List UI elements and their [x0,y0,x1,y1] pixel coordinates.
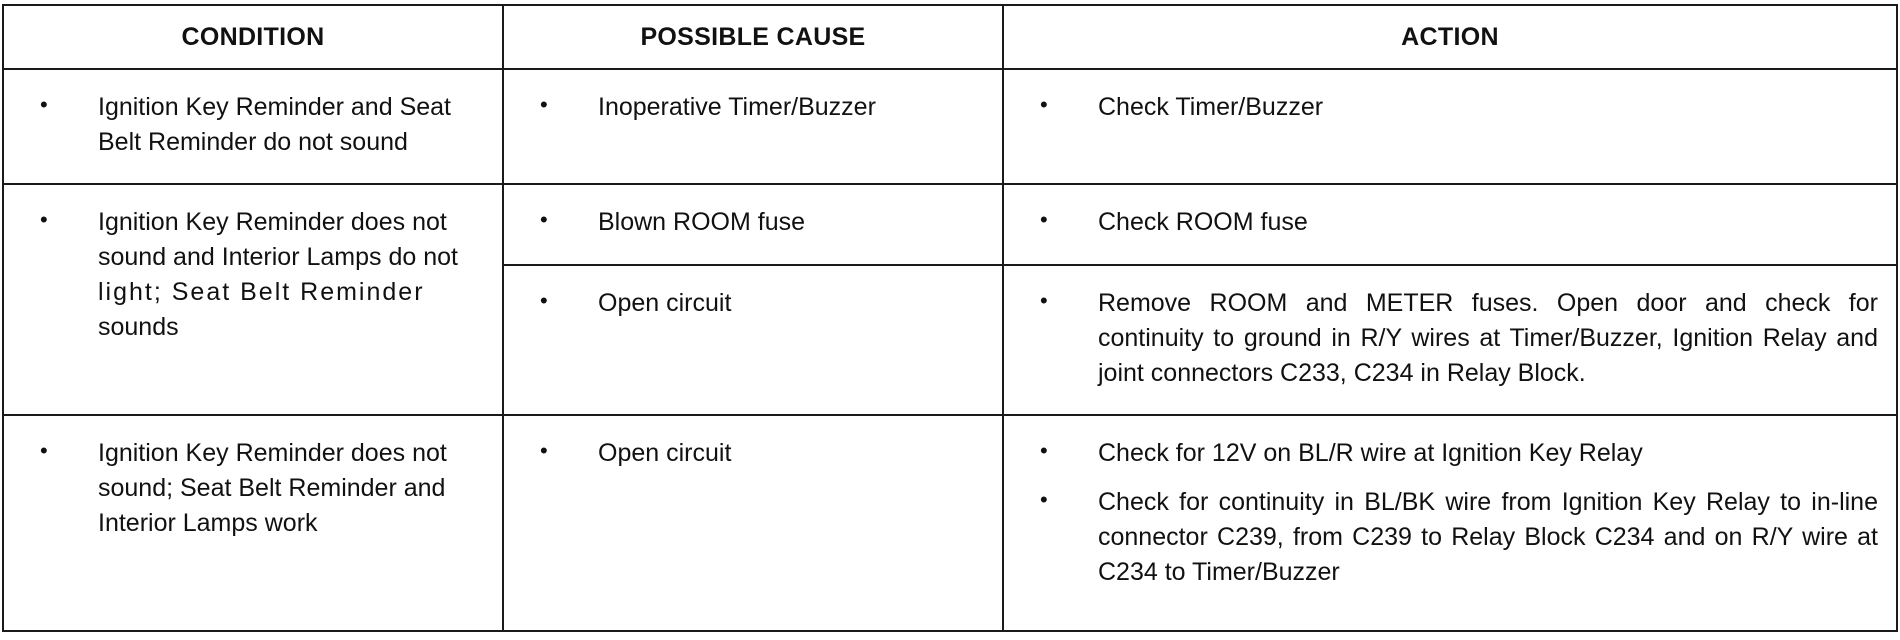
bullet-icon: • [40,92,48,117]
list-item [1040,485,1878,590]
list-item [540,436,984,471]
condition-text: Ignition Key Reminder does not sound; Seat Belt Reminder and Interior Lamps work [98,439,447,537]
table-row [3,415,1897,631]
action-cell [1003,415,1897,631]
condition-text: Ignition Key Reminder and Seat Belt Reminder do not sound [98,93,451,156]
list-item [1040,90,1878,125]
condition-line: light; Seat Belt Reminder [98,278,425,306]
list-item [1040,436,1878,471]
table-row [3,69,1897,184]
action-text: Remove ROOM and METER fuses. Open door and check for continuity to ground in R/Y wires at Timer/Buzzer, Ignition Relay and joint connectors C233, C234 in Relay Block. [1098,289,1878,387]
cause-cell [503,415,1003,631]
bullet-icon: • [1040,207,1048,232]
bullet-icon: • [540,288,548,313]
condition-line: Ignition Key Reminder does not sound and Interior Lamps do not [98,208,458,271]
cause-cell [503,265,1003,415]
list-item [1040,205,1878,240]
bullet-icon: • [40,438,48,463]
list-item [40,90,484,160]
condition-text [98,205,484,345]
bullet-icon: • [540,92,548,117]
cause-text: Open circuit [598,289,732,317]
action-cell [1003,69,1897,184]
bullet-icon: • [1040,438,1048,463]
cause-cell [503,184,1003,265]
header-row [3,5,1897,69]
bullet-icon: • [1040,288,1048,313]
condition-cell [3,415,503,631]
cause-text: Blown ROOM fuse [598,208,806,236]
list-item [540,286,984,321]
header-possible-cause: POSSIBLE CAUSE [503,5,1003,69]
list-item [540,205,984,240]
condition-line: sounds [98,313,179,341]
action-text: Check Timer/Buzzer [1098,93,1324,121]
bullet-icon: • [1040,487,1048,512]
bullet-icon: • [40,207,48,232]
action-text: Check ROOM fuse [1098,208,1308,236]
diagnosis-table [2,4,1898,632]
table-row [3,184,1897,265]
bullet-icon: • [540,438,548,463]
cause-text: Inoperative Timer/Buzzer [598,93,876,121]
condition-cell [3,184,503,415]
cause-cell [503,69,1003,184]
list-item [40,205,484,345]
action-text: Check for 12V on BL/R wire at Ignition Key Relay [1098,439,1643,467]
list-item [540,90,984,125]
header-action: ACTION [1003,5,1897,69]
cause-text: Open circuit [598,439,732,467]
list-item [40,436,484,541]
bullet-icon: • [540,207,548,232]
list-item [1040,286,1878,391]
action-cell [1003,184,1897,265]
action-text: Check for continuity in BL/BK wire from Ignition Key Relay to in-line connector C239, from C239 to Relay Block C234 and on R/Y wire at C234 to Timer/Buzzer [1098,488,1878,586]
bullet-icon: • [1040,92,1048,117]
header-condition: CONDITION [3,5,503,69]
action-cell [1003,265,1897,415]
condition-cell [3,69,503,184]
